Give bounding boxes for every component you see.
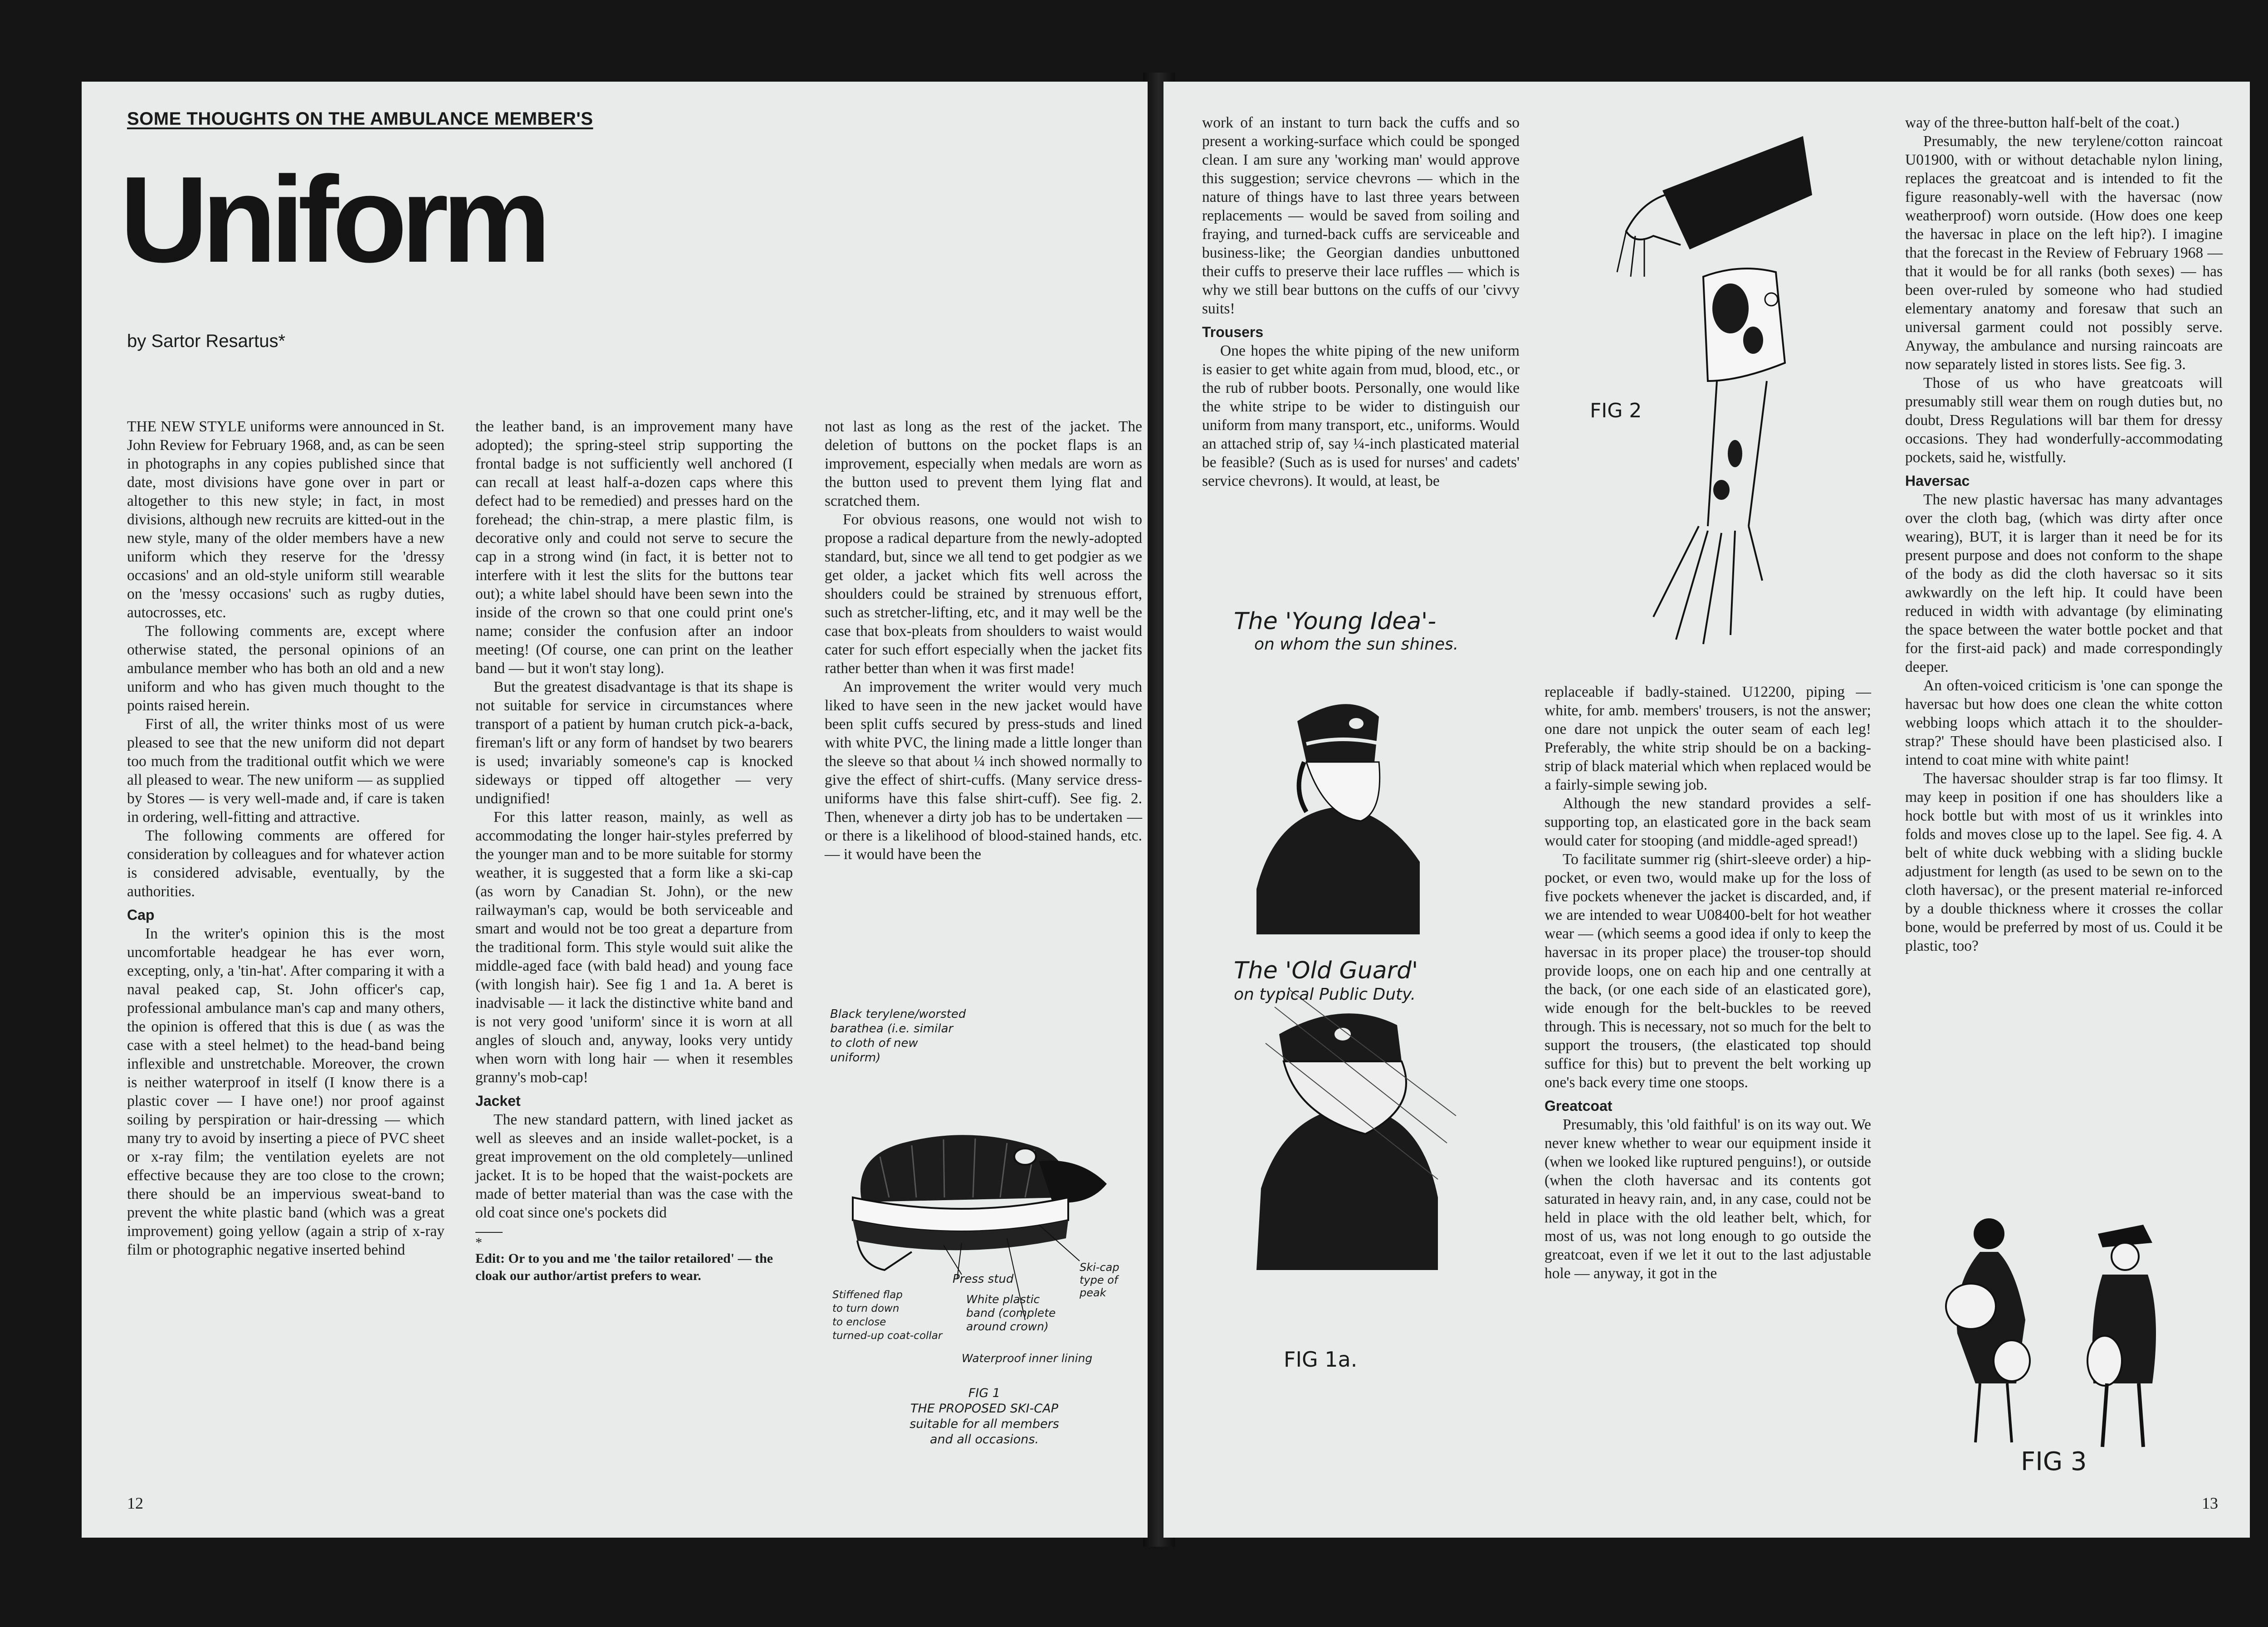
paragraph: way of the three-button half-belt of the coat.) <box>1905 114 2180 131</box>
kicker-heading: SOME THOUGHTS ON THE AMBULANCE MEMBER'S <box>127 109 593 129</box>
fig1-note-line: barathea (i.e. similar <box>830 1022 953 1036</box>
fig1-label-flap <box>832 1288 942 1343</box>
page-number-right: 13 <box>2202 1494 2218 1512</box>
paragraph: An often-voiced criticism is 'one can sponge the haversac but how does one clean the white cotton webbing loops which attach it to the shoulder-strap?' These should have been plasticised also. I intend to coat mine with white paint! <box>1905 677 2223 768</box>
left-page <box>82 82 1148 1538</box>
section-heading-greatcoat: Greatcoat <box>1545 1098 1613 1114</box>
paragraph: But the greatest disadvantage is that its shape is not suitable for service in circumstances where transport of a patient by human crutch pick-a-back, fireman's lift or any form of handset by two bearers is used; invariably someone's cap is knocked sideways or tipped off altogether — very undignified! <box>475 679 793 807</box>
fig1-caption-line: and all occasions. <box>929 1432 1039 1446</box>
paragraph: The following comments are, except where otherwise stated, the personal opinions of an ambulance member who has both an old and a new uniform and who has given much thought to the points raised herein. <box>127 623 445 714</box>
column-3 <box>825 417 1142 864</box>
fig1a-young-idea-title: The 'Young Idea'- <box>1234 608 1437 635</box>
paragraph: The following comments are offered for consideration by colleagues and for whatever action is considered advisable, eventually, by the authorities. <box>127 827 445 900</box>
footnote-marker: * <box>475 1235 482 1250</box>
fig2-cuff-illustration <box>1585 127 1821 671</box>
fig1a-old-guard-title: The 'Old Guard' <box>1234 957 1418 984</box>
section-heading-trousers: Trousers <box>1202 324 1264 340</box>
fig1-label-line: White plastic <box>966 1293 1040 1306</box>
paragraph: The new plastic haversac has many advantages over the cloth bag, (which was dirty after once wearing), BUT, it is larger than it need be for its present purpose and does not conform to the shape of the body as did the cloth haversac so it sits awkwardly on the left hip. It could have been reduced in width with advantage (by eliminating the space between the water bottle pocket and that for the first-aid pack) and made correspondingly deeper. <box>1905 491 2223 675</box>
fig1-caption-line: THE PROPOSED SKI-CAP <box>910 1402 1058 1416</box>
footnote-rule <box>475 1232 503 1233</box>
editor-footnote: Edit: Or to you and me 'the tailor retailored' — the cloak our author/artist prefers to wear. <box>475 1251 773 1283</box>
fig1-note-line: uniform) <box>830 1051 881 1065</box>
fig1-label-line: type of <box>1080 1274 1118 1286</box>
fig1a-caption: FIG 1a. <box>1284 1347 1358 1372</box>
fig1-label-line: around crown) <box>966 1320 1049 1333</box>
fig3-caption: FIG 3 <box>2021 1447 2087 1476</box>
fig1-label-line: Stiffened flap <box>832 1289 903 1301</box>
fig1-ski-cap-illustration <box>826 1007 1143 1461</box>
paragraph: Presumably, the new terylene/cotton raincoat U01900, with or without detachable nylon lining, replaces the greatcoat and is intended to fit the figure reasonably-well with the haversac (now weatherproof) worn outside. (How does one keep the haversac in place on the left hip?). I imagine that the forecast in the Review of February 1968 — that it would be for all ranks (both sexes) — has been over-ruled by someone who had studied elementary anatomy and foresaw that such an universal garment could not possibly serve. Anyway, the ambulance and nursing raincoats are now separately listed in stores lists. See fig. 3. <box>1905 133 2223 373</box>
column-2 <box>475 417 793 1285</box>
column-5 <box>1545 683 1871 1283</box>
fig1-label-white-band <box>966 1293 1056 1334</box>
paragraph: For obvious reasons, one would not wish to propose a radical departure from the newly-adopted standard, but, since we all tend to get podgier as we get older, a jacket which fits well across the shoulders could be strained by strenuous effort, such as stretcher-lifting, etc, and it may well be the case that box-pleats from shoulders to waist would cater for such effort especially when the jacket fits rather better than when it was first made! <box>825 511 1142 677</box>
fig1-note-material <box>830 1007 966 1065</box>
fig1-label-lining: Waterproof inner lining <box>962 1352 1093 1365</box>
paragraph: The new standard pattern, with lined jacket as well as sleeves and an inside wallet-pocket, is a great improvement on the old completely—unlined jacket. It is to be hoped that the waist-pockets are made of better material than was the case with the old coat since one's pockets did <box>475 1111 793 1221</box>
fig1-label-line: band (complete <box>966 1306 1056 1319</box>
paragraph: THE NEW STYLE uniforms were announced in St. John Review for February 1968, and, as can be seen in photographs in any copies published since that date, most divisions have gone over in part or altogether to this new style; in fact, in most divisions, although new recruits are kitted-out in the new style, many of the older members have a new uniform which they reserve for the 'dressy occasions' and an old-style uniform still wearable on the 'messy occasions' such as rugby duties, autocrosses, etc. <box>127 418 445 621</box>
fig1-label-line: turned-up coat-collar <box>832 1330 943 1342</box>
fig1-note-line: to cloth of new <box>830 1036 918 1050</box>
fig1-caption-line: suitable for all members <box>909 1417 1059 1431</box>
section-heading-jacket: Jacket <box>475 1093 521 1109</box>
fig1-caption <box>866 1386 1102 1447</box>
paragraph: The haversac shoulder strap is far too flimsy. It may keep in position if one has shoulders like a hock bottle but with most of us it wrinkles into folds and moves close up to the lapel. See fig. 4. A belt of white duck webbing with a sliding buckle adjustment for length (as used to be sewn on to the cloth haversac), or the present material re-inforced by a double thickness where it crosses the collar bone, would be preferred by most of us. Could it be plastic, too? <box>1905 770 2223 954</box>
column-4 <box>1202 113 1520 490</box>
paragraph: Those of us who have greatcoats will presumably still wear them on rough duties but, no doubt, Dress Regulations will bar them for dressy occasions. They had wonderfully-accommodating pockets, said he, wistfully. <box>1905 375 2223 466</box>
paragraph: replaceable if badly-stained. U12200, piping — white, for amb. members' trousers, is not the answer; one dare not unpick the outer seam of each leg! Preferably, the white strip should be on a backing-strip of black material which when replaced would be a fairly-simple sewing job. <box>1545 684 1871 793</box>
fig1-caption-line: FIG 1 <box>968 1386 1001 1400</box>
paragraph: An improvement the writer would very much liked to have seen in the new jacket would have been split cuffs secured by press-studs and lined with white PVC, the lining made a little longer than the sleeve so that about ¼ inch showed normally to give the effect of shirt-cuffs. (Many service dress-uniforms have this false shirt-cuff). See fig. 2. Then, whenever a dirty job has to be undertaken — or there is a likelihood of blood-stained hands, etc. — it would have been the <box>825 679 1142 863</box>
right-page <box>1163 82 2250 1538</box>
fig2-caption: FIG 2 <box>1590 399 1642 422</box>
paragraph: For this latter reason, mainly, as well as accommodating the longer hair-styles preferred by the younger man and to be more suitable for stormy weather, it is suggested that a form like a ski-cap (as worn by Canadian St. John), or the new railwayman's cap, would be both serviceable and smart and would not be too great a departure from the traditional form. This style would suit alike the middle-aged face (with bald head) and young face (with longish hair). See fig 1 and 1a. A beret is inadvisable — it lack the distinctive white band and is not very good 'uniform' since it is worn at all angles of slouch and, anyway, looks very untidy when worn with long hair — when it resembles granny's mob-cap! <box>475 809 793 1086</box>
fig1-label-line: peak <box>1080 1286 1106 1299</box>
paragraph: not last as long as the rest of the jacket. The deletion of buttons on the pocket flaps is an improvement, especially when medals are worn as the button used to prevent them lying flat and scratched them. <box>825 418 1142 509</box>
paragraph: One hopes the white piping of the new uniform is easier to get white again from mud, blood, etc., or the rub of rubber boots. Personally, one would like the white stripe to be wider to distinguish our uniform from many transport, etc., uniforms. Would an attached strip of, say ¼-inch plasticated material be feasible? (Such as is used for nurses' and cadets' service chevrons). It would, at least, be <box>1202 342 1520 489</box>
section-heading-cap: Cap <box>127 907 155 923</box>
fig3-illustration <box>1916 1170 2216 1524</box>
paragraph: To facilitate summer rig (shirt-sleeve order) a hip-pocket, or even two, would make up for the loss of five pockets whenever the jacket is discarded, and, if we are intended to wear U08400-belt for hot weather wear — (which seems a good idea if only to keep the haversac in its proper place) the trouser-top should provide loops, one on each hip and one centrally at the back, (or one each side of an elasticated gore), wide enough for the belt-buckles to be reeved through. This is necessary, not so much for the belt to support the trousers, (the elasticated top should suffice for this) but to prevent the belt working up one's back every time one stoops. <box>1545 851 1871 1091</box>
column-6 <box>1905 113 2223 955</box>
fig1-label-press-stud: Press stud <box>953 1272 1014 1286</box>
paragraph: In the writer's opinion this is the most uncomfortable headgear he has ever worn, excepting, only, a 'tin-hat'. After comparing it with a naval peaked cap, St. John officer's cap, professional ambulance man's cap and many others, the opinion is offered that this is due ( as was the case with a steel helmet) to the head-band being inflexible and unstretchable. Moreover, the crown is neither waterproof in itself (I know there is a plastic cover — I have one!) nor proof against soiling by perspiration or hair-dressing — which many try to avoid by inserting a piece of PVC sheet or x-ray film; the ventilation eyelets are not effective because they are too close to the crown; there should be an impervious sweat-band to prevent the white plastic band (which was a great improvement) going yellow (again a strip of x-ray film or photographic negative inserted behind <box>127 925 445 1258</box>
paragraph: Presumably, this 'old faithful' is on its way out. We never knew whether to wear our equipment inside it (when we looked like ruptured penguins!), or outside (when the cloth haversac and its contents got saturated in heavy rain, and, in any case, could not be held in place with the old leather belt, which, for most of us, was not long enough to go outside the greatcoat, even if we let it out to the last adjustable hole — anyway, it got in the <box>1545 1116 1871 1282</box>
fig1a-young-idea-subtitle: on whom the sun shines. <box>1254 635 1459 654</box>
paragraph: Although the new standard provides a self-supporting top, an elasticated gore in the back seam would cater for stooping (and middle-aged spread!) <box>1545 795 1871 849</box>
page-number-left: 12 <box>127 1494 143 1512</box>
section-heading-haversac: Haversac <box>1905 473 1970 489</box>
fig1-label-line: Ski-cap <box>1080 1261 1119 1274</box>
fig1-label-line: to enclose <box>832 1316 886 1328</box>
paragraph: First of all, the writer thinks most of us were pleased to see that the new uniform did not depart too much from the traditional outfit which we were all pleased to wear. The new uniform — as supplied by Stores — is very well-made and, if care is taken in ordering, well-fitting and attractive. <box>127 716 445 826</box>
paragraph: the leather band, is an improvement many have adopted); the spring-steel strip supporting the frontal badge is not sufficiently well anchored (I can recall at least half-a-dozen caps where this defect had to be remedied) and presses hard on the forehead; the chin-strap, a mere plastic film, is decorative only and could not serve to secure the cap in a strong wind (in fact, it is better not to interfere with it lest the slits for the buttons tear out); a white label should have been sewn into the inside of the crown so that one could print one's name; consider the confusion after an indoor meeting! (Of course, one can print on the leather band — but it won't stay long). <box>475 418 793 677</box>
fig1a-illustration <box>1229 608 1538 1497</box>
fig1a-old-guard-subtitle: on typical Public Duty. <box>1234 985 1416 1004</box>
fig1-note-line: Black terylene/worsted <box>830 1007 966 1021</box>
column-1 <box>127 417 445 1259</box>
byline: by Sartor Resartus* <box>127 331 286 351</box>
fig1-label-line: to turn down <box>832 1303 899 1314</box>
paragraph: work of an instant to turn back the cuffs and so present a working-surface which could be sponged clean. I am sure any 'working man' would approve this suggestion; service chevrons — which in the nature of things have to last three years between replacements — would be saved from soiling and fraying, and turned-back cuffs are serviceable and business-like; the Georgian dandies unbuttoned their cuffs to preserve their lace ruffles — which is why we still bear buttons on the cuffs of our 'civvy suits! <box>1202 114 1520 317</box>
article-title: Uniform <box>120 151 545 288</box>
fig1a-drawing <box>1229 608 1538 1497</box>
fig1-label-ski-cap-peak <box>1080 1261 1119 1299</box>
